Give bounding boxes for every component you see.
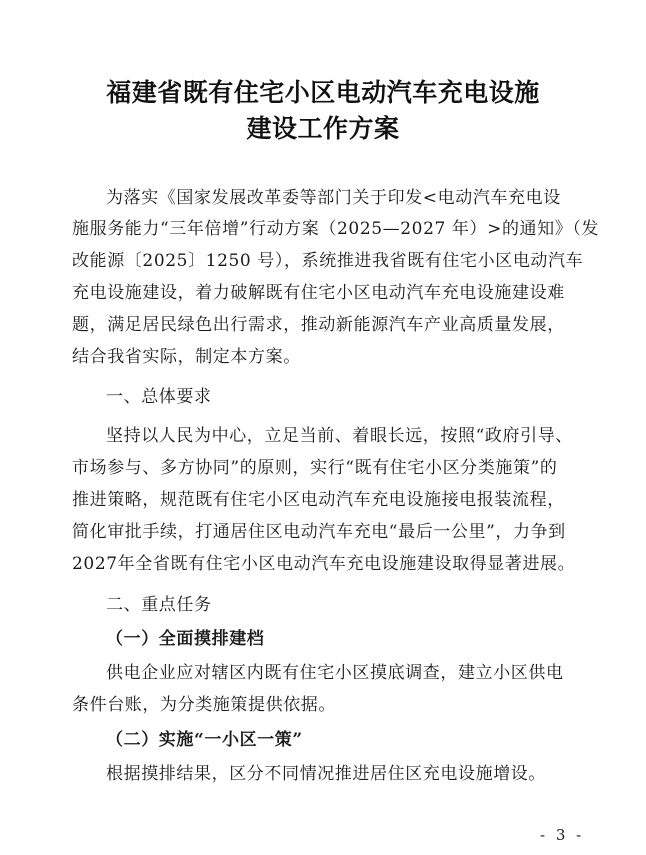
section-heading: 一、总体要求	[106, 387, 212, 407]
intro-line: 充电设施建设，着力破解既有住宅小区电动汽车充电设施建设难	[72, 283, 565, 303]
intro-line: 改能源〔2025〕1250 号），系统推进我省既有住宅小区电动汽车	[72, 251, 584, 271]
subsection2-line: 根据摸排结果，区分不同情况推进居住区充电设施增设。	[106, 764, 546, 784]
section1-line: 2027年全省既有住宅小区电动汽车充电设施建设取得显著进展。	[72, 554, 576, 574]
section-heading: 二、重点任务	[106, 595, 212, 615]
subsection-heading: （二）实施“一小区一策”	[106, 730, 303, 750]
intro-line: 题，满足居民绿色出行需求，推动新能源汽车产业高质量发展，	[72, 315, 565, 335]
page-number: - 3 -	[540, 826, 585, 844]
document-title-line-1: 福建省既有住宅小区电动汽车充电设施	[106, 78, 540, 107]
intro-line: 施服务能力“三年倍增”行动方案（2025—2027 年）>的通知》（发	[72, 219, 600, 239]
section1-line: 推进策略，规范既有住宅小区电动汽车充电设施接电报装流程，	[72, 490, 565, 510]
section1-line: 简化审批手续，打通居住区电动汽车充电“最后一公里”，力争到	[72, 522, 566, 542]
intro-line: 为落实《国家发展改革委等部门关于印发<电动汽车充电设	[106, 188, 561, 208]
intro-line: 结合我省实际，制定本方案。	[72, 347, 301, 367]
section1-line: 坚持以人民为中心，立足当前、着眼长远，按照“政府引导、	[106, 426, 573, 446]
section1-line: 市场参与、多方协同”的原则，实行“既有住宅小区分类施策”的	[72, 458, 558, 478]
subsection-heading: （一）全面摸排建档	[106, 629, 265, 649]
subsection1-line: 供电企业应对辖区内既有住宅小区摸底调查，建立小区供电	[106, 663, 564, 683]
subsection1-line: 条件台账，为分类施策提供依据。	[72, 695, 336, 715]
document-title-line-2: 建设工作方案	[246, 114, 400, 143]
